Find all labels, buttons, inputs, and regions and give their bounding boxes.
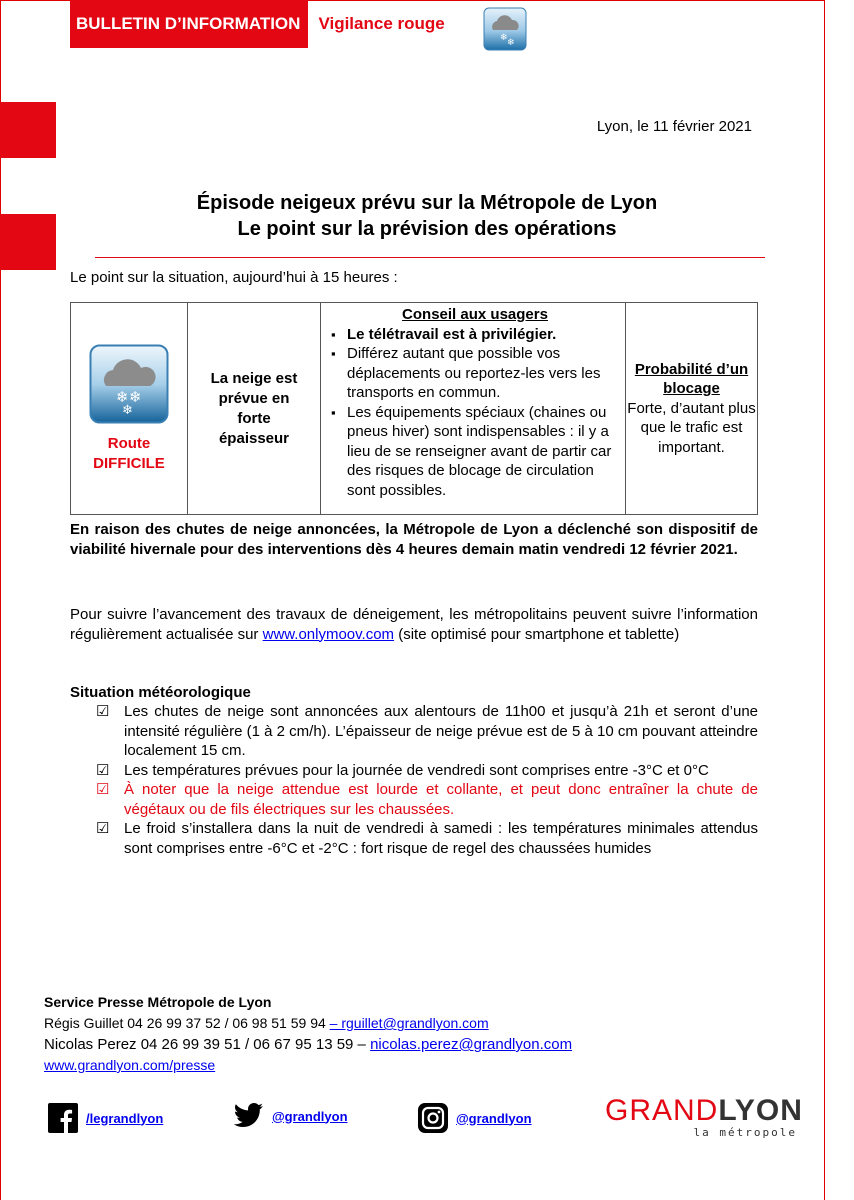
route-status-line: DIFFICILE — [93, 454, 165, 472]
title-line-2: Le point sur la prévision des opérations — [237, 218, 617, 240]
press-contact-line — [44, 1034, 572, 1055]
list-item-text: À noter que la neige attendue est lourde et collante, et peut donc entraîner la chute de végétaux ou de fils électriques sur les chaussées. — [124, 781, 758, 818]
meteo-list — [96, 702, 758, 858]
website-link[interactable]: www.grandlyon.com/presse — [44, 1057, 216, 1073]
tracking-text-end: (site optimisé pour smartphone et tablette) — [394, 625, 680, 643]
instagram-link[interactable]: @grandlyon — [456, 1110, 532, 1126]
instagram-icon — [418, 1103, 448, 1133]
advice-cell — [321, 303, 626, 515]
list-item-text: Le froid s’installera dans la nuit de vendredi à samedi : les températures minimales attendus sont comprises entre -6°C et -2°C : fort risque de regel des chaussées humides — [124, 820, 758, 857]
bulletin-label: BULLETIN D’INFORMATION — [70, 0, 308, 48]
tracking-text: Pour suivre l’avancement des travaux de déneigement, les métropolitains peuvent suivre l’information régulièrement actualisée sur — [70, 606, 758, 643]
email-link[interactable]: nicolas.perez@grandlyon.com — [370, 1036, 573, 1053]
forecast-line: La neige est — [210, 369, 298, 387]
facebook-contact — [48, 1103, 163, 1133]
svg-text:❄: ❄ — [507, 38, 515, 48]
list-item-text: Les températures prévues pour la journée de vendredi sont comprises entre -3°C et 0°C — [124, 761, 709, 779]
blocking-probability-cell — [626, 303, 758, 515]
announcement-paragraph: En raison des chutes de neige annoncées, la Métropole de Lyon a déclenché son dispositif de viabilité hivernale pour des interventions dès 4 heures demain matin vendredi 12 février 2021. — [70, 521, 758, 558]
contact-text: Régis Guillet 04 26 99 37 52 / 06 98 51 59 94 — [44, 1015, 330, 1031]
route-status-line: Route — [107, 434, 151, 452]
logo-text-lyon: LYON — [718, 1094, 803, 1127]
twitter-link[interactable]: @grandlyon — [272, 1108, 348, 1124]
press-contact — [44, 992, 572, 1076]
forecast-cell — [188, 303, 321, 515]
page-border-left — [0, 0, 1, 1200]
checkbox-icon: ☑ — [96, 820, 110, 837]
route-status-label — [72, 434, 186, 474]
list-item — [96, 819, 758, 858]
tracking-paragraph — [70, 605, 758, 644]
intro-text: Le point sur la situation, aujourd’hui à 15 heures : — [70, 269, 398, 286]
logo-subtitle: la métropole — [693, 1126, 797, 1139]
list-item: ▪ Les équipements spéciaux (chaines ou pneus hiver) sont indispensables : il y a lieu de se renseigner avant de partir car des risques de blocage de circulation sont possibles. — [347, 403, 621, 501]
list-item: ▪ Le télétravail est à privilégier. — [347, 325, 621, 345]
advice-list — [329, 325, 621, 501]
list-item — [96, 780, 758, 819]
facebook-icon — [48, 1103, 78, 1133]
checkbox-icon: ☑ — [96, 761, 110, 779]
checkbox-icon: ☑ — [96, 703, 110, 720]
facebook-link[interactable]: /legrandlyon — [86, 1110, 164, 1126]
snow-cloud-icon — [89, 344, 169, 424]
meteo-title: Situation météorologique — [70, 684, 251, 701]
list-item — [96, 761, 758, 781]
press-title: Service Presse Métropole de Lyon — [44, 994, 272, 1010]
onlymoov-link[interactable]: www.onlymoov.com — [262, 625, 395, 643]
email-link[interactable]: – rguillet@grandlyon.com — [329, 1015, 489, 1031]
vigilance-label: Vigilance rouge — [318, 14, 445, 33]
logo-text-grand: GRAND — [605, 1094, 719, 1127]
svg-text:❄: ❄ — [129, 387, 142, 406]
contact-text: Nicolas Perez 04 26 99 39 51 / 06 67 95 13 59 – — [44, 1036, 371, 1053]
svg-text:❄: ❄ — [500, 33, 508, 43]
list-item — [96, 702, 758, 761]
forecast-line: épaisseur — [218, 429, 290, 447]
list-item: ▪ Différez autant que possible vos déplacements ou reportez-les vers les transports en commun. — [347, 344, 621, 403]
probability-text: Forte, d’autant plus que le trafic est important. — [627, 399, 756, 456]
document-date: Lyon, le 11 février 2021 — [596, 118, 752, 135]
svg-text:❄: ❄ — [116, 387, 129, 406]
grandlyon-logo — [605, 1094, 803, 1139]
document-title — [0, 190, 854, 242]
snow-cloud-icon — [483, 7, 527, 51]
title-line-1: Épisode neigeux prévu sur la Métropole de Lyon — [196, 192, 658, 214]
forecast-line: forte — [237, 409, 271, 427]
route-status-cell — [71, 303, 188, 515]
bulletin-header — [70, 0, 461, 48]
checkbox-icon: ☑ — [96, 781, 110, 798]
page-border-right — [824, 0, 825, 1200]
forecast-line: prévue en — [218, 389, 290, 407]
side-marker — [0, 102, 56, 158]
list-item-text: Les chutes de neige sont annoncées aux alentours de 11h00 et jusqu’à 21h et seront d’une intensité régulière (1 à 2 cm/h). L’épaisseur de neige prévue est de 5 à 10 cm pouvant atteindre localement 15 cm. — [124, 703, 758, 759]
twitter-icon — [234, 1103, 264, 1129]
instagram-contact — [418, 1103, 532, 1133]
press-contact-line — [44, 1013, 572, 1034]
status-table — [70, 302, 758, 515]
press-website-line — [44, 1055, 572, 1076]
probability-title: Probabilité d’un blocage — [634, 360, 749, 398]
title-divider — [95, 257, 765, 258]
twitter-contact — [234, 1103, 348, 1129]
svg-text:❄: ❄ — [122, 402, 133, 418]
advice-title: Conseil aux usagers — [402, 306, 548, 323]
